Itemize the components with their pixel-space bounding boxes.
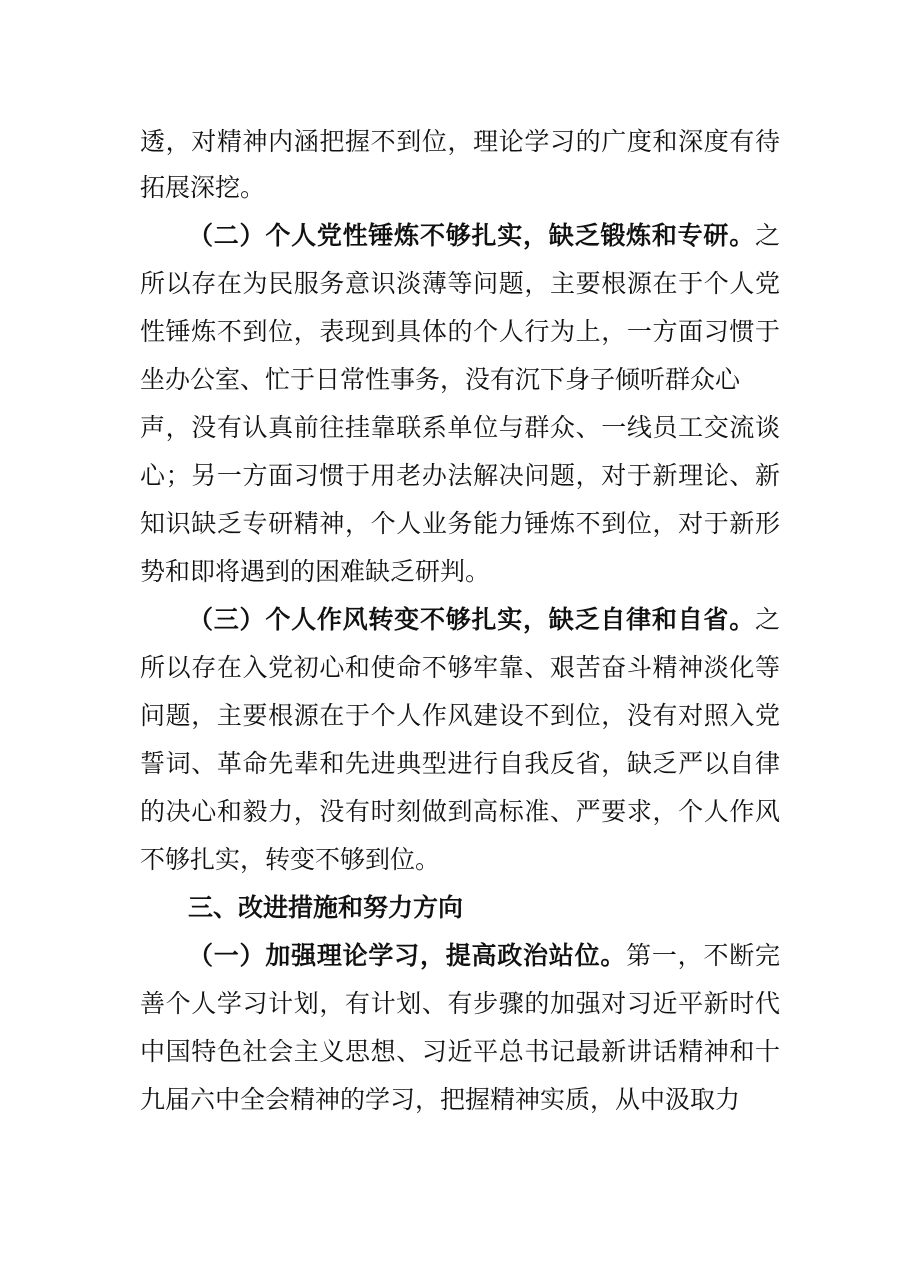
body-text: 势和即将遇到的困难缺乏研判。 xyxy=(140,557,491,586)
body-text: 之 xyxy=(754,221,780,250)
body-text: 声，没有认真前往挂靠联系单位与群众、一线员工交流谈 xyxy=(140,413,780,442)
body-line-9 xyxy=(140,506,780,542)
body-text: 所以存在入党初心和使命不够牢靠、艰苦奋斗精神淡化等 xyxy=(140,653,780,682)
body-text: 不够扎实，转变不够到位。 xyxy=(140,845,441,874)
body-line-20 xyxy=(140,1034,780,1070)
body-text: 知识缺乏专研精神，个人业务能力锤炼不到位，对于新形 xyxy=(140,509,780,538)
body-text: 透，对精神内涵把握不到位，理论学习的广度和深度有待 xyxy=(140,127,780,156)
body-text: 坐办公室、忙于日常性事务，没有沉下身子倾听群众心 xyxy=(140,365,741,394)
body-text: 中国特色社会主义思想、习近平总书记最新讲话精神和十 xyxy=(140,1037,780,1066)
body-text: 九届六中全会精神的学习，把握精神实质，从中汲取力 xyxy=(140,1085,741,1114)
body-text: 拓展深挖。 xyxy=(140,173,266,202)
body-line-2 xyxy=(140,170,780,206)
body-line-10 xyxy=(140,554,780,590)
section-2-heading-line xyxy=(188,218,780,254)
body-line-21 xyxy=(140,1082,780,1118)
chapter-3-heading xyxy=(188,890,780,926)
body-line-4 xyxy=(140,266,780,302)
body-text: 性锤炼不到位，表现到具体的个人行为上，一方面习惯于 xyxy=(140,317,780,346)
body-text: 心；另一方面习惯于用老办法解决问题，对于新理论、新 xyxy=(140,461,780,490)
section-3-heading-line xyxy=(188,602,780,638)
section-2-heading: （二）个人党性锤炼不够扎实，缺乏锻炼和专研。 xyxy=(188,221,755,250)
body-line-15 xyxy=(140,794,780,830)
chapter-3-title: 三、改进措施和努力方向 xyxy=(188,893,464,922)
body-line-13 xyxy=(140,698,780,734)
body-text: 之 xyxy=(754,605,780,634)
body-text: 善个人学习计划，有计划、有步骤的加强对习近平新时代 xyxy=(140,989,780,1018)
body-line-5 xyxy=(140,314,780,350)
body-line-19 xyxy=(140,986,780,1022)
body-line-16 xyxy=(140,842,780,878)
body-line-7 xyxy=(140,410,780,446)
body-line-12 xyxy=(140,650,780,686)
body-text: 第一，不断完 xyxy=(626,941,780,970)
body-text: 誓词、革命先辈和先进典型进行自我反省，缺乏严以自律 xyxy=(140,749,780,778)
body-text: 的决心和毅力，没有时刻做到高标准、严要求，个人作风 xyxy=(140,797,780,826)
body-line-1 xyxy=(140,124,780,160)
body-line-14 xyxy=(140,746,780,782)
body-text: 问题，主要根源在于个人作风建设不到位，没有对照入党 xyxy=(140,701,780,730)
body-line-6 xyxy=(140,362,780,398)
body-line-8 xyxy=(140,458,780,494)
subsection-1-heading: （一）加强理论学习，提高政治站位。 xyxy=(188,941,627,970)
subsection-1-heading-line xyxy=(188,938,780,974)
section-3-heading: （三）个人作风转变不够扎实，缺乏自律和自省。 xyxy=(188,605,755,634)
body-text: 所以存在为民服务意识淡薄等问题，主要根源在于个人党 xyxy=(140,269,780,298)
